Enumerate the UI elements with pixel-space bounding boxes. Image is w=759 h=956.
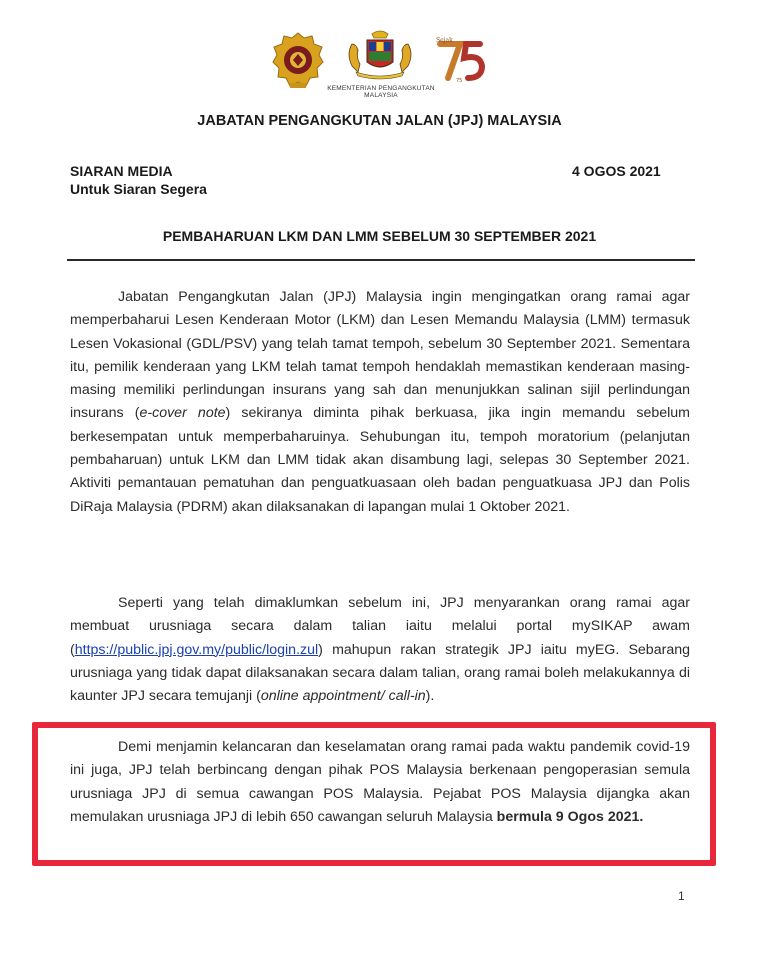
- page-number: 1: [678, 889, 685, 903]
- anniversary-text: Sejak: [436, 37, 453, 44]
- paragraph-2-italic: online appointment/ call-in: [260, 688, 426, 705]
- paragraph-2-text-b: ) mahupun rakan strategik JPJ iaitu myEG. Sebarang urusniaga yang tidak dapat dilaksanakan secara dalam talian, orang ramai boleh melakukannya di kaunter JPJ secara temujanji (: [70, 641, 690, 705]
- ministry-caption: [306, 85, 456, 99]
- paragraph-3-text-a: Demi menjamin kelancaran dan keselamatan orang ramai pada waktu pandemik covid-19 ini juga, JPJ telah berbincang dengan pihak POS Malaysia berkenaan pengoperasian semula urusniaga JPJ di semua cawangan POS Malaysia. Pejabat POS Malaysia dijangka akan memulakan urusniaga JPJ di lebih 650 cawangan seluruh Malaysia: [70, 739, 690, 825]
- jpj-emblem-logo: [272, 32, 324, 90]
- ministry-line-2: MALAYSIA: [364, 92, 398, 99]
- release-note: Untuk Siaran Segera: [70, 181, 207, 197]
- release-date: 4 OGOS 2021: [572, 163, 661, 179]
- anniversary-75-logo: [434, 34, 492, 84]
- anniversary-number: 75: [456, 78, 463, 84]
- paragraph-2-text-a: Seperti yang telah dimaklumkan sebelum ini, JPJ menyarankan orang ramai agar membuat urusniaga secara dalam talian iaitu melalui portal mySIKAP awam (: [70, 595, 690, 658]
- paragraph-1-text-b: ) sekiranya diminta pihak berkuasa, jika ingin memandu sebelum berkesempatan untuk memperbaharuinya. Sehubungan itu, tempoh moratorium (pelanjutan pembaharuan) untuk LKM dan LMM tidak akan disambung lagi, selepas 30 September 2021. Aktiviti pemantauan pematuhan dan penguatkuasaan oleh badan penguatkuasa JPJ dan Polis DiRaja Malaysia (PDRM) akan dilaksanakan di lapangan mulai 1 Oktober 2021.: [70, 405, 690, 515]
- paragraph-1-text-a: Jabatan Pengangkutan Jalan (JPJ) Malaysia ingin mengingatkan orang ramai agar memperbaharui Lesen Kenderaan Motor (LKM) dan Lesen Memandu Malaysia (LMM) termasuk Lesen Vokasional (GDL/PSV) yang telah tamat tempoh, sebelum 30 September 2021. Sementara itu, pemilik kenderaan yang LKM telah tamat tempoh hendaklah memastikan kenderaan masing-masing memiliki perlindungan insurans yang sah dan menunjukkan salinan sijil perlindungan insurans (: [70, 289, 690, 422]
- release-type: SIARAN MEDIA: [70, 163, 173, 179]
- logo-strip: [270, 28, 500, 110]
- mysikap-portal-link[interactable]: https://public.jpj.gov.my/public/login.zul: [74, 641, 319, 658]
- ministry-line-1: KEMENTERIAN PENGANGKUTAN: [327, 85, 435, 92]
- paragraph-1: [70, 286, 690, 519]
- paragraph-2-text-c: ).: [425, 688, 435, 705]
- header-divider: [67, 259, 695, 261]
- press-release-subject: PEMBAHARUAN LKM DAN LMM SEBELUM 30 SEPTEMBER 2021: [162, 228, 597, 244]
- organization-title: JABATAN PENGANGKUTAN JALAN (JPJ) MALAYSIA: [197, 113, 562, 129]
- paragraph-3-bold: bermula 9 Ogos 2021.: [496, 808, 644, 825]
- paragraph-1-italic: e-cover note: [139, 405, 226, 422]
- paragraph-2: [70, 592, 690, 708]
- paragraph-3: [70, 736, 690, 829]
- malaysia-coat-of-arms-logo: [342, 28, 418, 82]
